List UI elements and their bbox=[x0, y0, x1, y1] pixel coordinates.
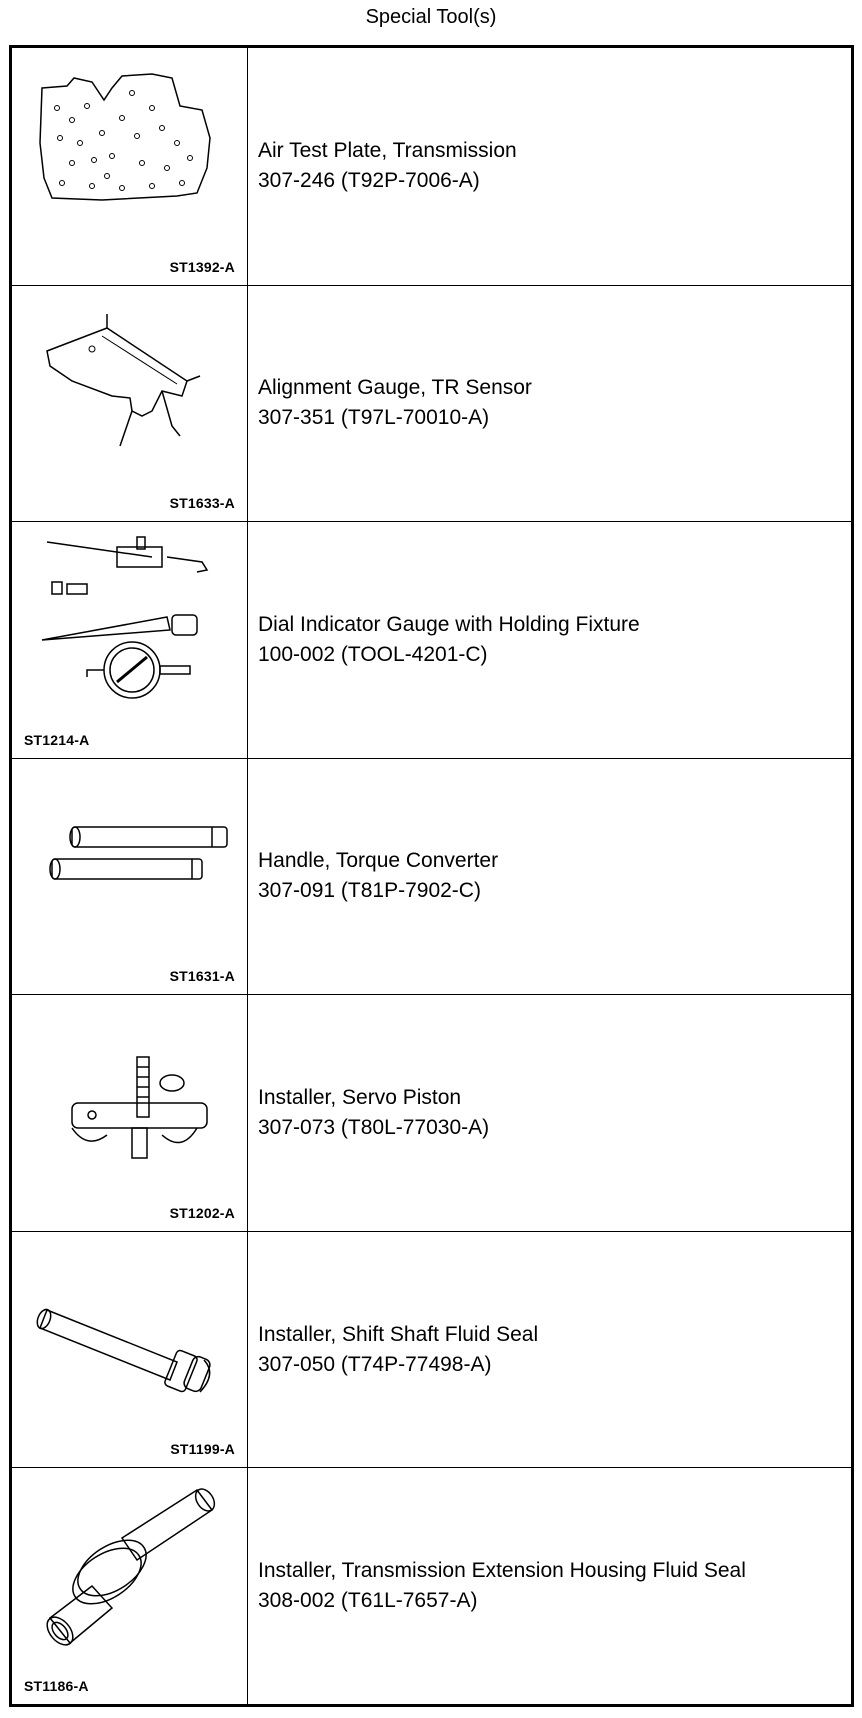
table-row bbox=[12, 48, 851, 285]
tool-description-cell bbox=[258, 1232, 848, 1468]
alignment-gauge-icon bbox=[12, 286, 248, 523]
tool-part-number: 307-351 (T97L-70010-A) bbox=[258, 406, 490, 430]
tool-image-cell bbox=[12, 286, 248, 522]
extension-housing-seal-installer-icon bbox=[12, 1468, 248, 1705]
tool-image-cell bbox=[12, 1232, 248, 1468]
table-row bbox=[12, 285, 851, 522]
table-row bbox=[12, 1231, 851, 1468]
table-row bbox=[12, 994, 851, 1231]
tool-part-number: 307-073 (T80L-77030-A) bbox=[258, 1116, 490, 1140]
tool-name: Installer, Transmission Extension Housing Fluid Seal bbox=[258, 1559, 746, 1583]
image-code: ST1633-A bbox=[169, 495, 235, 512]
table-row bbox=[12, 758, 851, 995]
dial-indicator-icon bbox=[12, 522, 248, 759]
tool-description-cell bbox=[258, 522, 848, 758]
image-code: ST1199-A bbox=[170, 1441, 235, 1458]
image-code: ST1186-A bbox=[24, 1677, 89, 1694]
tool-description-cell bbox=[258, 995, 848, 1231]
servo-piston-installer-icon bbox=[12, 995, 248, 1232]
special-tools-table bbox=[9, 45, 854, 1707]
torque-converter-handle-icon bbox=[12, 759, 248, 996]
image-code: ST1392-A bbox=[169, 258, 235, 275]
image-code: ST1214-A bbox=[24, 731, 90, 748]
tool-name: Alignment Gauge, TR Sensor bbox=[258, 376, 532, 400]
tool-name: Installer, Servo Piston bbox=[258, 1086, 462, 1110]
table-row bbox=[12, 1467, 851, 1704]
tool-image-cell bbox=[12, 48, 248, 285]
tool-part-number: 307-091 (T81P-7902-C) bbox=[258, 879, 481, 903]
table-row bbox=[12, 521, 851, 758]
tool-image-cell bbox=[12, 522, 248, 758]
tool-part-number: 307-050 (T74P-77498-A) bbox=[258, 1352, 492, 1376]
tool-name: Dial Indicator Gauge with Holding Fixture bbox=[258, 612, 640, 636]
tool-name: Air Test Plate, Transmission bbox=[258, 139, 517, 163]
tool-description-cell bbox=[258, 286, 848, 522]
tool-description-cell bbox=[258, 48, 848, 285]
page-title: Special Tool(s) bbox=[365, 6, 497, 28]
tool-name: Installer, Shift Shaft Fluid Seal bbox=[258, 1322, 539, 1346]
tool-part-number: 308-002 (T61L-7657-A) bbox=[258, 1589, 478, 1613]
tool-part-number: 307-246 (T92P-7006-A) bbox=[258, 169, 480, 193]
image-code: ST1202-A bbox=[169, 1204, 235, 1221]
tool-description-cell bbox=[258, 1468, 848, 1704]
tool-part-number: 100-002 (TOOL-4201-C) bbox=[258, 642, 488, 666]
tool-image-cell bbox=[12, 759, 248, 995]
tool-description-cell bbox=[258, 759, 848, 995]
air-test-plate-icon bbox=[12, 48, 248, 285]
shift-shaft-seal-installer-icon bbox=[12, 1232, 248, 1469]
tool-image-cell bbox=[12, 995, 248, 1231]
image-code: ST1631-A bbox=[169, 968, 235, 985]
tool-name: Handle, Torque Converter bbox=[258, 849, 499, 873]
tool-image-cell bbox=[12, 1468, 248, 1704]
